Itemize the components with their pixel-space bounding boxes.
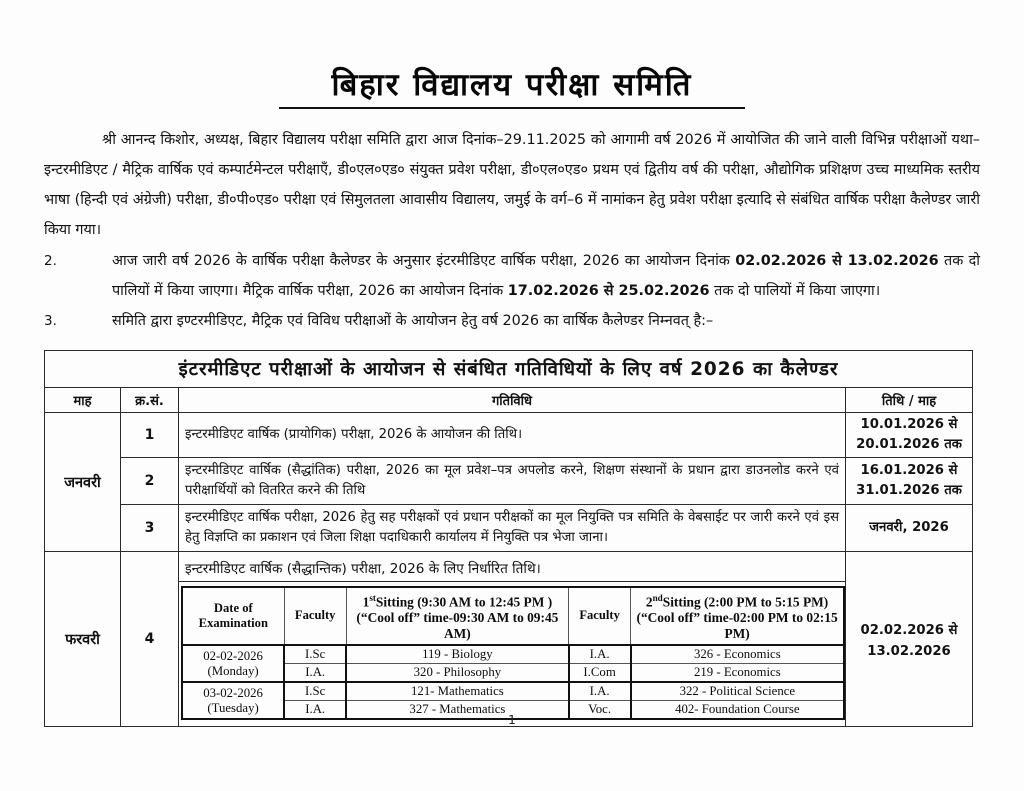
header-date-line-1: Date of bbox=[213, 600, 253, 615]
title-underline bbox=[279, 107, 745, 109]
month-cell-february: फरवरी bbox=[45, 551, 121, 726]
date-line-1: जनवरी, 2026 bbox=[869, 519, 949, 535]
header-date-line-2: Examination bbox=[198, 615, 268, 630]
table-row bbox=[45, 504, 973, 551]
calendar-table bbox=[44, 350, 973, 727]
subject-cell-second: 402- Foundation Course bbox=[631, 701, 844, 720]
sno-cell: 4 bbox=[121, 551, 179, 726]
date-cell bbox=[846, 457, 973, 504]
exam-date-line-1: 03-02-2026 bbox=[203, 685, 263, 700]
faculty-cell-first: I.A. bbox=[284, 701, 346, 720]
column-header-sno: क्र.सं. bbox=[121, 387, 179, 412]
faculty-cell-second: I.A. bbox=[569, 682, 631, 701]
header-first-sitting-line-1 bbox=[350, 590, 565, 610]
header-second-sitting-line-1 bbox=[634, 590, 840, 610]
table-row bbox=[45, 412, 973, 457]
date-cell bbox=[846, 551, 973, 726]
paragraph-2-text bbox=[112, 246, 980, 306]
header-first-sitting-cooloff: (“Cool off” time-09:30 AM to 09:45 AM) bbox=[356, 610, 559, 642]
month-cell-january: जनवरी bbox=[45, 412, 121, 551]
column-header-month: माह bbox=[45, 387, 121, 412]
table-header-row bbox=[45, 387, 973, 412]
header-first-sitting bbox=[346, 587, 568, 645]
activity-cell: इन्टरमीडिएट वार्षिक (प्रायोगिक) परीक्षा, 2026 के आयोजन की तिथि। bbox=[179, 412, 846, 457]
table-banner-row bbox=[45, 350, 973, 387]
date-line-2: 20.01.2026 तक bbox=[856, 436, 962, 452]
header-faculty-first: Faculty bbox=[284, 587, 346, 645]
page-number: 1 bbox=[508, 712, 516, 727]
faculty-cell-first: I.A. bbox=[284, 664, 346, 683]
paragraph-3-number: 3. bbox=[44, 312, 57, 329]
header-faculty-second: Faculty bbox=[569, 587, 631, 645]
calendar-banner: इंटरमीडिएट परीक्षाओं के आयोजन से संबंधित गतिविधियों के लिए वर्ष 2026 का कैलेण्डर bbox=[45, 350, 973, 387]
faculty-cell-first: I.Sc bbox=[284, 645, 346, 664]
exam-date-line-2: (Tuesday) bbox=[207, 700, 259, 715]
paragraph-2-part-c: तक दो पालियों में किया जाएगा। मैट्रिक वार्षिक परीक्षा, 2026 का आयोजन दिनांक bbox=[112, 252, 980, 299]
subject-cell-second: 219 - Economics bbox=[631, 664, 844, 683]
sitting-row bbox=[182, 645, 844, 664]
nested-table-row bbox=[45, 581, 973, 726]
sno-cell: 2 bbox=[121, 457, 179, 504]
subject-cell-second: 326 - Economics bbox=[631, 645, 844, 664]
first-sitting-ordinal-suffix: st bbox=[369, 592, 376, 603]
header-second-sitting bbox=[631, 587, 844, 645]
date-line-1: 16.01.2026 से bbox=[860, 462, 958, 478]
second-sitting-time: Sitting (2:00 PM to 5:15 PM) bbox=[662, 594, 829, 610]
column-header-activity: गतिविधि bbox=[179, 387, 846, 412]
second-sitting-ordinal-suffix: nd bbox=[652, 592, 663, 603]
sitting-row bbox=[182, 682, 844, 701]
subject-cell-first: 119 - Biology bbox=[346, 645, 568, 664]
activity-cell: इन्टरमीडिएट वार्षिक परीक्षा, 2026 हेतु सह परीक्षकों एवं प्रधान परीक्षकों का मूल नियुक्ति पत्र समिति के वेबसाईट पर जारी करने एवं इस हेतु विज्ञप्ति का प्रकाशन एवं जिला शिक्षा पदाधिकारी कार्यालय में नियुक्ति पत्र भेजा जाना। bbox=[179, 504, 846, 551]
faculty-cell-second: I.Com bbox=[569, 664, 631, 683]
sitting-header-row bbox=[182, 587, 844, 645]
paragraph-3 bbox=[44, 306, 980, 336]
date-line-2: 31.01.2026 तक bbox=[856, 482, 962, 498]
paragraph-2-part-d: तक दो पालियों में किया जाएगा। bbox=[709, 282, 881, 299]
subject-cell-first: 320 - Philosophy bbox=[346, 664, 568, 683]
exam-date-line-2: (Monday) bbox=[207, 663, 259, 678]
page-title-text: बिहार विद्यालय परीक्षा समिति bbox=[331, 67, 693, 103]
date-line-2: 13.02.2026 bbox=[867, 644, 951, 660]
column-header-date: तिथि / माह bbox=[846, 387, 973, 412]
matric-exam-dates: 17.02.2026 से 25.02.2026 bbox=[507, 282, 710, 299]
exam-date-line-1: 02-02-2026 bbox=[203, 648, 263, 663]
date-line-1: 10.01.2026 से bbox=[860, 416, 958, 432]
paragraph-3-text: समिति द्वारा इण्टरमीडिएट, मैट्रिक एवं विविध परीक्षाओं के आयोजन हेतु वर्ष 2026 का वार्षिक कैलेण्डर निम्नवत् है:– bbox=[112, 312, 714, 329]
subject-cell-second: 322 - Political Science bbox=[631, 682, 844, 701]
header-second-sitting-cooloff: (“Cool off” time-02:00 PM to 02:15 PM) bbox=[636, 610, 838, 642]
date-cell bbox=[846, 412, 973, 457]
first-sitting-ordinal: 1 bbox=[362, 594, 370, 610]
nested-table-container bbox=[179, 581, 846, 726]
faculty-cell-second: Voc. bbox=[569, 701, 631, 720]
sno-cell: 1 bbox=[121, 412, 179, 457]
first-sitting-time: Sitting (9:30 AM to 12:45 PM ) bbox=[375, 594, 553, 610]
paragraph-2-part-a: आज जारी वर्ष 2026 के वार्षिक परीक्षा कैलेण्डर के अनुसार इंटरमीडिएट वार्षिक परीक्षा, 2026 का आयोजन दिनांक bbox=[112, 252, 736, 269]
header-date-of-examination bbox=[182, 587, 284, 645]
table-row bbox=[45, 551, 973, 581]
faculty-cell-first: I.Sc bbox=[284, 682, 346, 701]
paragraph-2-number: 2. bbox=[44, 252, 57, 269]
date-cell bbox=[846, 504, 973, 551]
date-line-1: 02.02.2026 से bbox=[860, 623, 958, 639]
table-row bbox=[45, 457, 973, 504]
sno-cell: 3 bbox=[121, 504, 179, 551]
calendar-table-wrapper bbox=[44, 350, 980, 727]
subject-cell-first: 121- Mathematics bbox=[346, 682, 568, 701]
faculty-cell-second: I.A. bbox=[569, 645, 631, 664]
exam-date-cell bbox=[182, 645, 284, 682]
activity-cell: इन्टरमीडिएट वार्षिक (सैद्धान्तिक) परीक्षा, 2026 के लिए निर्धारित तिथि। bbox=[179, 551, 846, 581]
page-title bbox=[44, 0, 980, 109]
sitting-table-wrapper bbox=[179, 582, 845, 726]
paragraph-2 bbox=[44, 246, 980, 306]
paragraph-1: श्री आनन्द किशोर, अध्यक्ष, बिहार विद्यालय परीक्षा समिति द्वारा आज दिनांक–29.11.2025 को आगामी वर्ष 2026 में आयोजित की जाने वाली विभिन्न परीक्षाओं यथा– इन्टरमीडिएट / मैट्रिक वार्षिक एवं कम्पार्टमेन्टल परीक्षाएँ, डी०एल०एड० संयुक्त प्रवेश परीक्षा, डी०एल०एड० प्रथम एवं द्वितीय वर्ष की परीक्षा, औद्योगिक प्रशिक्षण उच्च माध्यमिक स्तरीय भाषा (हिन्दी एवं अंग्रेजी) परीक्षा, डी०पी०एड० परीक्षा एवं सिमुलतला आवासीय विद्यालय, जमुई के वर्ग–6 में नामांकन हेतु प्रवेश परीक्षा इत्यादि से संबंधित वार्षिक परीक्षा कैलेण्डर जारी किया गया। bbox=[44, 131, 980, 238]
second-sitting-ordinal: 2 bbox=[645, 594, 653, 610]
intermediate-exam-dates: 02.02.2026 से 13.02.2026 bbox=[735, 252, 939, 269]
activity-cell: इन्टरमीडिएट वार्षिक (सैद्धांतिक) परीक्षा, 2026 का मूल प्रवेश–पत्र अपलोड करने, शिक्षण संस्थानों के प्रधान द्वारा डाउनलोड करने एवं परीक्षार्थियों को वितरित करने की तिथि bbox=[179, 457, 846, 504]
body-text bbox=[44, 125, 980, 336]
subject-cell-first: 327 - Mathematics bbox=[346, 701, 568, 720]
sitting-table bbox=[181, 586, 845, 720]
